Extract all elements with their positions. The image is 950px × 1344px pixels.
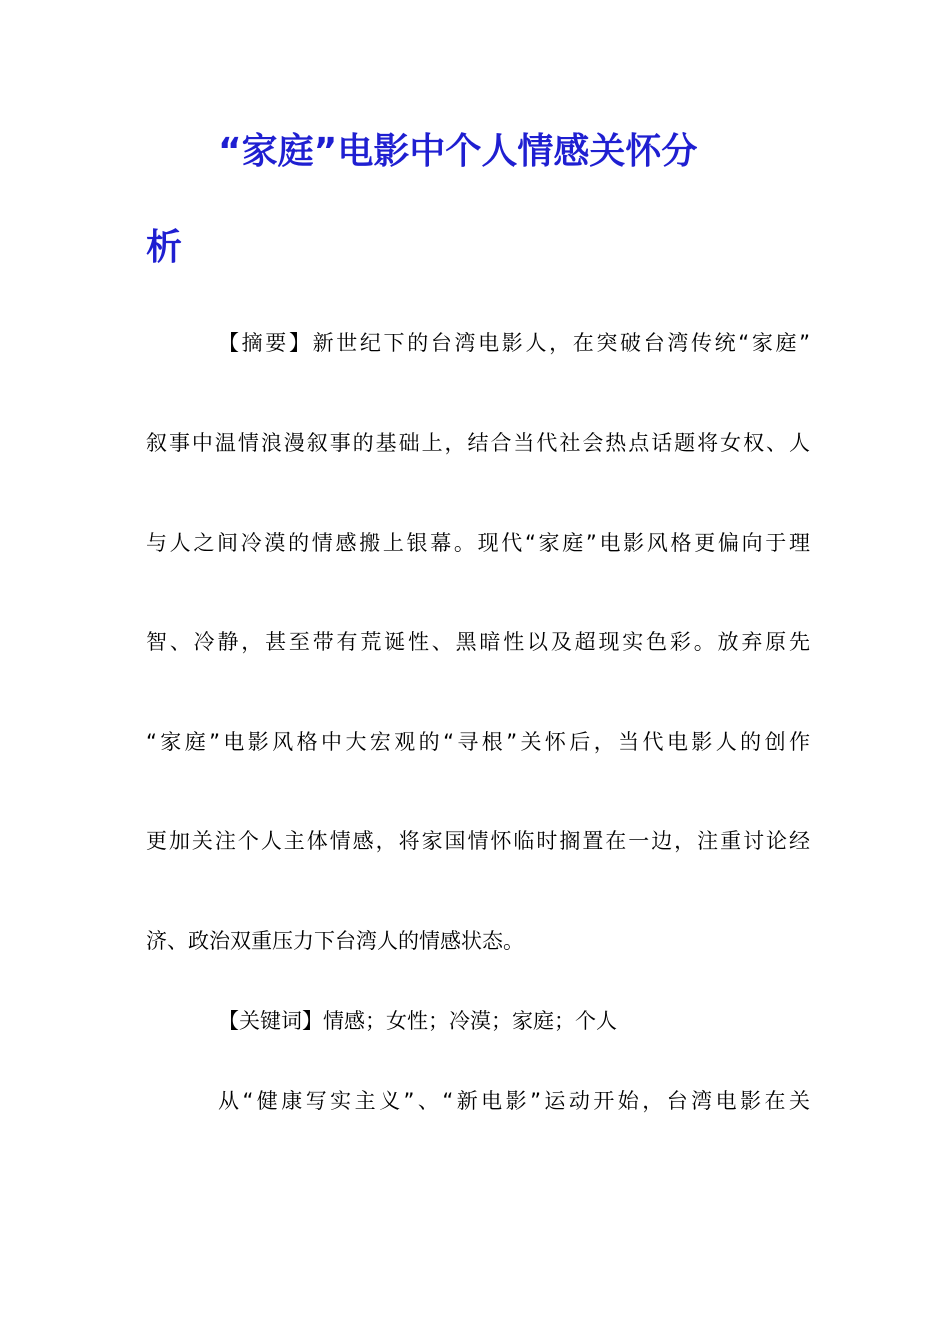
abstract-line-1 [218,328,810,358]
document-title-line-2: 析 [146,227,183,268]
abstract-line-2: 叙事中温情浪漫叙事的基础上，结合当代社会热点话题将女权、人 [146,431,810,455]
abstract-line-7: 济、政治双重压力下台湾人的情感状态。 [146,929,524,953]
document-title-line-1: “家庭”电影中个人情感关怀分 [218,131,698,172]
abstract-line-6: 更加关注个人主体情感，将家国情怀临时搁置在一边，注重讨论经 [146,829,810,853]
keywords-label: 【关键词】 [218,1009,323,1033]
abstract-line-4: 智、冷静，甚至带有荒诞性、黑暗性以及超现实色彩。放弃原先 [146,630,810,654]
keywords-text: 情感；女性；冷漠；家庭；个人 [323,1009,617,1033]
abstract-line-5: “家庭”电影风格中大宏观的“寻根”关怀后，当代电影人的创作 [146,730,810,754]
body-paragraph-line-1: 从“健康写实主义”、“新电影”运动开始，台湾电影在关 [218,1089,810,1113]
abstract-text: 新世纪下的台湾电影人，在突破台湾传统“家庭” [312,331,810,355]
abstract-line-3: 与人之间冷漠的情感搬上银幕。现代“家庭”电影风格更偏向于理 [146,531,810,555]
keywords-line [218,1006,810,1036]
abstract-label: 【摘要】 [218,331,313,355]
